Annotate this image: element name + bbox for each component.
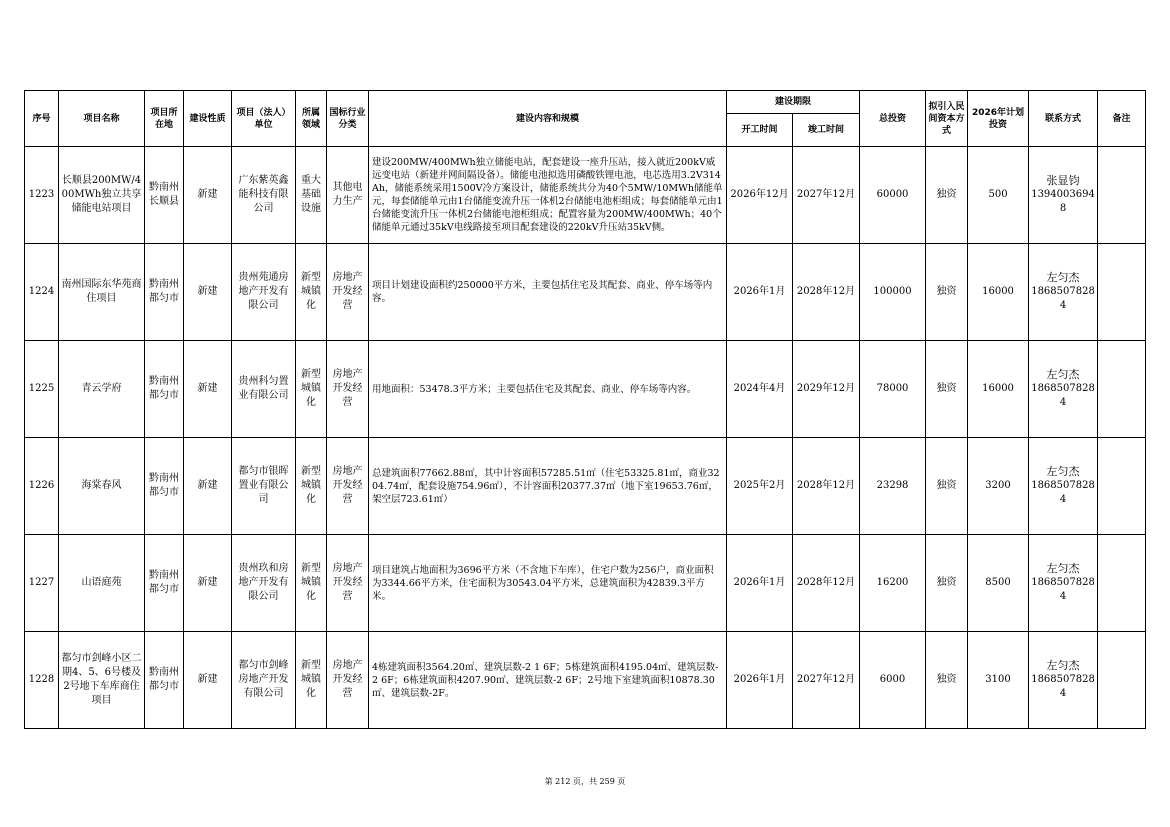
cell-contact [1029, 438, 1098, 535]
cell-field: 新型城镇化 [296, 341, 327, 438]
header-period: 建设期限 [727, 91, 860, 114]
cell-seq: 1227 [25, 535, 59, 632]
cell-industry: 房地产开发经营 [327, 244, 369, 341]
cell-end: 2028年12月 [793, 244, 860, 341]
cell-industry: 房地产开发经营 [327, 341, 369, 438]
contact-phone: 18685078284 [1031, 577, 1095, 602]
cell-content: 项目建筑占地面积为3696平方米（不含地下车库），住宅户数为256户，商业面积为3344.66平方米，住宅面积为30543.04平方米，总建筑面积为42839.3平方米。 [369, 535, 727, 632]
header-field: 所属领域 [296, 91, 327, 147]
table-row [25, 535, 1146, 632]
cell-total: 78000 [860, 341, 926, 438]
cell-seq: 1226 [25, 438, 59, 535]
cell-seq: 1225 [25, 341, 59, 438]
header-remark: 备注 [1098, 91, 1146, 147]
header-content: 建设内容和规模 [369, 91, 727, 147]
cell-nature: 新建 [184, 244, 232, 341]
cell-capital: 独资 [926, 244, 968, 341]
table-row [25, 632, 1146, 729]
cell-plan: 16000 [968, 244, 1029, 341]
cell-remark [1098, 438, 1146, 535]
cell-project-name: 山语庭苑 [59, 535, 145, 632]
table-row [25, 341, 1146, 438]
cell-nature: 新建 [184, 147, 232, 244]
cell-end: 2027年12月 [793, 632, 860, 729]
cell-total: 23298 [860, 438, 926, 535]
cell-start: 2026年1月 [727, 535, 793, 632]
cell-content: 建设200MW/400MWh独立储能电站，配套建设一座升压站，接入就近200kV威远变电站（新建并网间隔设备）。储能电池拟选用磷酸铁锂电池，电芯选用3.2V314Ah，储能系统采用1500V冷方案设计，储能系统共分为40个5MW/10MWh储能单元，每套储能单元由1台储能变流升压一体机2台储能电池柜组成；每套储能单元由1台储能变流升压一体机2台储能电池柜组成；配置容量为200MW/400MWh；40个储能单元通过35kV电线路接至项目配套建设的220kV升压站35kV侧。 [369, 147, 727, 244]
cell-remark [1098, 535, 1146, 632]
cell-owner: 都匀市剑峰房地产开发有限公司 [232, 632, 296, 729]
cell-industry: 房地产开发经营 [327, 632, 369, 729]
cell-end: 2028年12月 [793, 438, 860, 535]
contact-name: 左匀杰 [1046, 562, 1080, 575]
cell-content: 总建筑面积77662.88㎡，其中计容面积57285.51㎡（住宅53325.81㎡，商业3204.74㎡，配套设施754.96㎡），不计容面积20377.37㎡（地下室19653.76㎡，架空层723.61㎡） [369, 438, 727, 535]
cell-industry: 房地产开发经营 [327, 438, 369, 535]
header-total: 总投资 [860, 91, 926, 147]
cell-start: 2026年1月 [727, 632, 793, 729]
cell-content: 项目计划建设面积约250000平方米，主要包括住宅及其配套、商业、停车场等内容。 [369, 244, 727, 341]
contact-name: 左匀杰 [1046, 659, 1080, 672]
contact-name: 左匀杰 [1046, 271, 1080, 284]
project-table [24, 90, 1146, 729]
cell-end: 2028年12月 [793, 535, 860, 632]
cell-owner: 都匀市银晖置业有限公司 [232, 438, 296, 535]
cell-location: 黔南州都匀市 [145, 438, 184, 535]
cell-capital: 独资 [926, 147, 968, 244]
cell-plan: 3100 [968, 632, 1029, 729]
contact-name: 张显钧 [1046, 174, 1080, 187]
cell-remark [1098, 632, 1146, 729]
cell-capital: 独资 [926, 632, 968, 729]
cell-contact [1029, 535, 1098, 632]
cell-end: 2027年12月 [793, 147, 860, 244]
cell-seq: 1228 [25, 632, 59, 729]
cell-remark [1098, 341, 1146, 438]
cell-nature: 新建 [184, 632, 232, 729]
table-body [25, 147, 1146, 729]
cell-field: 新型城镇化 [296, 632, 327, 729]
table-row [25, 244, 1146, 341]
contact-phone: 18685078284 [1031, 383, 1095, 408]
cell-nature: 新建 [184, 438, 232, 535]
cell-project-name: 长顺县200MW/400MWh独立共享储能电站项目 [59, 147, 145, 244]
cell-location: 黔南州都匀市 [145, 535, 184, 632]
cell-project-name: 南州国际东华苑商住项目 [59, 244, 145, 341]
contact-name: 左匀杰 [1046, 368, 1080, 381]
page-footer: 第 212 页，共 259 页 [544, 777, 626, 786]
cell-contact [1029, 147, 1098, 244]
cell-field: 重大基础设施 [296, 147, 327, 244]
table-row [25, 147, 1146, 244]
cell-plan: 500 [968, 147, 1029, 244]
cell-content: 用地面积：53478.3平方米；主要包括住宅及其配套、商业、停车场等内容。 [369, 341, 727, 438]
cell-project-name: 海棠春风 [59, 438, 145, 535]
cell-industry: 其他电力生产 [327, 147, 369, 244]
header-end: 竣工时间 [793, 114, 860, 147]
cell-contact [1029, 341, 1098, 438]
contact-name: 左匀杰 [1046, 465, 1080, 478]
header-contact: 联系方式 [1029, 91, 1098, 147]
cell-location: 黔南州长顺县 [145, 147, 184, 244]
cell-remark [1098, 244, 1146, 341]
cell-capital: 独资 [926, 438, 968, 535]
cell-start: 2024年4月 [727, 341, 793, 438]
cell-owner: 广东紫英鑫能科技有限公司 [232, 147, 296, 244]
cell-location: 黔南州都匀市 [145, 632, 184, 729]
cell-start: 2026年12月 [727, 147, 793, 244]
contact-phone: 18685078284 [1031, 286, 1095, 311]
cell-capital: 独资 [926, 341, 968, 438]
header-start: 开工时间 [727, 114, 793, 147]
header-name: 项目名称 [59, 91, 145, 147]
cell-location: 黔南州都匀市 [145, 341, 184, 438]
contact-phone: 18685078284 [1031, 674, 1095, 699]
cell-field: 新型城镇化 [296, 535, 327, 632]
cell-owner: 贵州苑通房地产开发有限公司 [232, 244, 296, 341]
header-capital: 拟引入民间资本方式 [926, 91, 968, 147]
cell-total: 16200 [860, 535, 926, 632]
header-seq: 序号 [25, 91, 59, 147]
header-location: 项目所在地 [145, 91, 184, 147]
cell-field: 新型城镇化 [296, 438, 327, 535]
cell-capital: 独资 [926, 535, 968, 632]
cell-plan: 8500 [968, 535, 1029, 632]
table-header [25, 91, 1146, 147]
cell-owner: 贵州科匀置业有限公司 [232, 341, 296, 438]
cell-industry: 房地产开发经营 [327, 535, 369, 632]
table-row [25, 438, 1146, 535]
cell-plan: 16000 [968, 341, 1029, 438]
cell-seq: 1223 [25, 147, 59, 244]
cell-start: 2026年1月 [727, 244, 793, 341]
header-plan: 2026年计划投资 [968, 91, 1029, 147]
cell-end: 2029年12月 [793, 341, 860, 438]
cell-location: 黔南州都匀市 [145, 244, 184, 341]
contact-phone: 18685078284 [1031, 480, 1095, 505]
cell-plan: 3200 [968, 438, 1029, 535]
cell-nature: 新建 [184, 341, 232, 438]
cell-seq: 1224 [25, 244, 59, 341]
contact-phone: 13940036948 [1031, 189, 1095, 214]
cell-nature: 新建 [184, 535, 232, 632]
header-owner: 项目（法人）单位 [232, 91, 296, 147]
cell-contact [1029, 632, 1098, 729]
cell-start: 2025年2月 [727, 438, 793, 535]
cell-owner: 贵州玖和房地产开发有限公司 [232, 535, 296, 632]
cell-content: 4栋建筑面积3564.20㎡、建筑层数-2 1 6F；5栋建筑面积4195.04㎡、建筑层数-2 6F；6栋建筑面积4207.90㎡、建筑层数-2 6F；2号地下室建筑面积10878.30㎡、建筑层数-2F。 [369, 632, 727, 729]
cell-project-name: 都匀市剑峰小区二期4、5、6号楼及2号地下车库商住项目 [59, 632, 145, 729]
cell-total: 100000 [860, 244, 926, 341]
cell-contact [1029, 244, 1098, 341]
cell-total: 60000 [860, 147, 926, 244]
cell-remark [1098, 147, 1146, 244]
header-industry: 国标行业分类 [327, 91, 369, 147]
cell-field: 新型城镇化 [296, 244, 327, 341]
cell-project-name: 青云学府 [59, 341, 145, 438]
cell-total: 6000 [860, 632, 926, 729]
header-nature: 建设性质 [184, 91, 232, 147]
